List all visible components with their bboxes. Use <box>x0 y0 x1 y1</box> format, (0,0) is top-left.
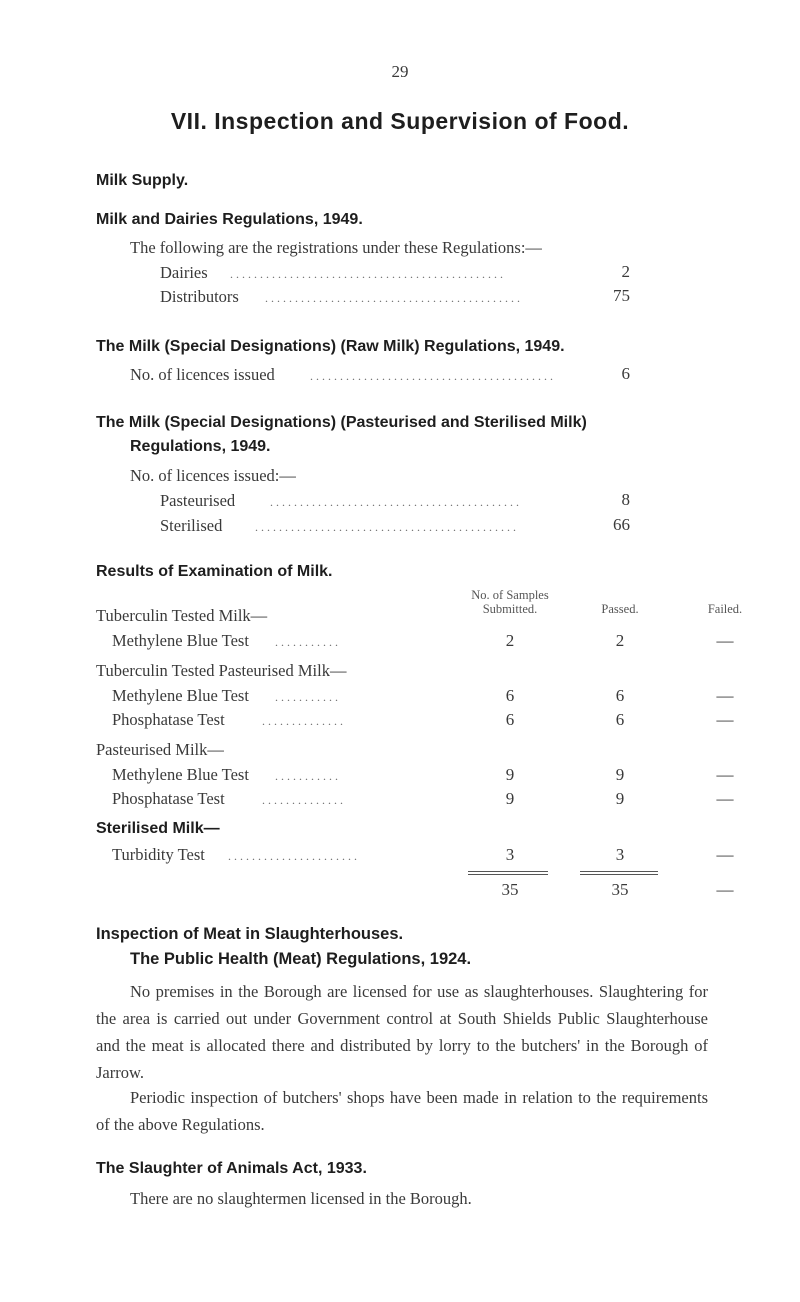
total-rule-passed <box>580 874 658 875</box>
dairies-regulations-intro: The following are the registrations under these Regulations:— <box>130 238 542 257</box>
leader-dots: .............. <box>262 714 346 728</box>
leader-dots: .......................................... <box>270 495 522 509</box>
submitted-count: 6 <box>505 710 515 729</box>
failed-count: — <box>716 845 734 864</box>
results-heading: Results of Examination of Milk. <box>96 563 333 580</box>
page-title: VII. Inspection and Supervision of Food. <box>170 108 630 134</box>
group-label: Tuberculin Tested Pasteurised Milk— <box>96 661 347 680</box>
col-failed-header: Failed. <box>707 602 743 616</box>
leader-dots: ........... <box>275 769 341 783</box>
submitted-count: 9 <box>505 765 515 784</box>
dairies-value: 2 <box>621 262 630 281</box>
raw-licences-value: 6 <box>621 364 630 383</box>
pasteurised-regulations-heading: The Milk (Special Designations) (Pasteurised and Sterilised Milk) <box>96 414 587 431</box>
distributors-value: 75 <box>613 286 630 305</box>
leader-dots: ............................................ <box>255 520 519 534</box>
leader-dots: ........... <box>275 635 341 649</box>
failed-count: — <box>716 686 734 705</box>
slaughter-act-text: There are no slaughtermen licensed in the Borough. <box>130 1189 472 1208</box>
milk-supply-heading: Milk Supply. <box>96 172 189 189</box>
leader-dots: .............................................. <box>230 267 506 281</box>
test-name: Methylene Blue Test <box>112 631 249 650</box>
group-label: Tuberculin Tested Milk— <box>96 606 268 625</box>
total-submitted: 35 <box>501 880 519 899</box>
leader-dots: ........... <box>275 690 341 704</box>
submitted-count: 6 <box>505 686 515 705</box>
submitted-count: 9 <box>505 789 515 808</box>
passed-count: 6 <box>615 686 625 705</box>
col-submitted-header: No. of Samples <box>471 588 549 602</box>
leader-dots: ......................................... <box>310 369 556 383</box>
failed-count: — <box>716 789 734 808</box>
slaughter-act-heading: The Slaughter of Animals Act, 1933. <box>96 1160 367 1177</box>
test-name: Methylene Blue Test <box>112 686 249 705</box>
col-passed-header: Passed. <box>601 602 639 616</box>
total-passed: 35 <box>611 880 629 899</box>
meat-paragraph-1: No premises in the Borough are licensed for use as slaughterhouses. Slaughtering for the area is carried out under Government control at South Shields Public Slaughterhouse and the meat is allocated there and distributed by lorry to the butchers' in the Borough of Jarrow. <box>96 982 708 1082</box>
pasteurised-licences-intro: No. of licences issued:— <box>130 466 296 485</box>
submitted-count: 2 <box>505 631 515 650</box>
failed-count: — <box>716 765 734 784</box>
group-label: Sterilised Milk— <box>96 820 220 837</box>
meat-paragraph-2: Periodic inspection of butchers' shops have been made in relation to the requirements of the above Regulations. <box>96 1088 708 1134</box>
passed-count: 3 <box>615 845 625 864</box>
raw-licences-label: No. of licences issued <box>130 365 275 384</box>
passed-count: 9 <box>615 789 625 808</box>
leader-dots: ........................................... <box>265 291 523 305</box>
meat-inspection-heading: Inspection of Meat in Slaughterhouses. <box>96 925 404 943</box>
pasteurised-value: 8 <box>621 490 630 509</box>
meat-regulations-heading: The Public Health (Meat) Regulations, 1924. <box>130 950 472 968</box>
page-number: 29 <box>391 62 409 81</box>
raw-milk-regulations-heading: The Milk (Special Designations) (Raw Milk) Regulations, 1949. <box>96 338 565 355</box>
failed-count: — <box>716 631 734 650</box>
passed-count: 9 <box>615 765 625 784</box>
distributors-label: Distributors <box>160 287 239 306</box>
passed-count: 6 <box>615 710 625 729</box>
total-rule-passed <box>580 871 658 872</box>
test-name: Methylene Blue Test <box>112 765 249 784</box>
test-name: Turbidity Test <box>112 845 205 864</box>
group-label: Pasteurised Milk— <box>96 740 224 759</box>
failed-count: — <box>716 710 734 729</box>
sterilised-label: Sterilised <box>160 516 223 535</box>
col-submitted-header-2: Submitted. <box>482 602 538 616</box>
pasteurised-label: Pasteurised <box>160 491 236 510</box>
dairies-label: Dairies <box>160 263 208 282</box>
test-name: Phosphatase Test <box>112 710 225 729</box>
submitted-count: 3 <box>505 845 515 864</box>
passed-count: 2 <box>615 631 625 650</box>
sterilised-value: 66 <box>613 515 630 534</box>
total-failed: — <box>716 880 734 899</box>
total-rule-submitted <box>468 874 548 875</box>
leader-dots: .............. <box>262 793 346 807</box>
pasteurised-regulations-heading-cont: Regulations, 1949. <box>130 438 271 455</box>
leader-dots: ...................... <box>228 849 360 863</box>
dairies-regulations-heading: Milk and Dairies Regulations, 1949. <box>96 211 363 228</box>
test-name: Phosphatase Test <box>112 789 225 808</box>
total-rule-submitted <box>468 871 548 872</box>
